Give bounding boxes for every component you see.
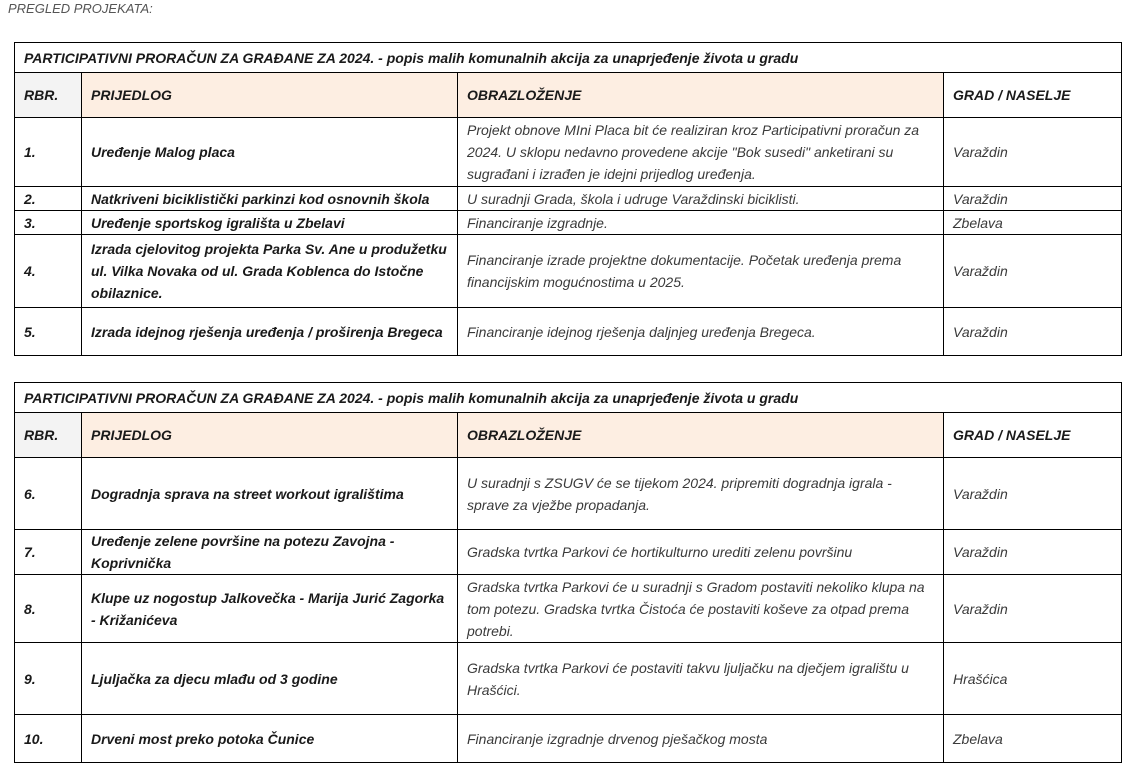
table-row [15, 530, 1122, 575]
cell-grad: Varaždin [944, 187, 1122, 211]
table-title: PARTICIPATIVNI PRORAČUN ZA GRAĐANE ZA 2024. - popis malih komunalnih akcija za unaprjeđenje života u gradu [15, 43, 1122, 73]
cell-prijedlog: Natkriveni biciklistički parkinzi kod osnovnih škola [82, 187, 458, 211]
cell-rbr: 5. [15, 308, 82, 356]
cell-rbr: 7. [15, 530, 82, 575]
cell-obrazlozenje: Financiranje idejnog rješenja daljnjeg uređenja Bregeca. [458, 308, 944, 356]
cell-obrazlozenje: Financiranje izgradnje drvenog pješačkog mosta [458, 715, 944, 763]
cell-obrazlozenje: Financiranje izrade projektne dokumentacije. Početak uređenja prema financijskim mogućnostima u 2025. [458, 235, 944, 308]
cell-grad: Varaždin [944, 118, 1122, 187]
cell-prijedlog: Uređenje zelene površine na potezu Zavojna - Koprivnička [82, 530, 458, 575]
cell-prijedlog: Ljuljačka za djecu mlađu od 3 godine [82, 643, 458, 715]
cell-rbr: 3. [15, 211, 82, 235]
cell-rbr: 4. [15, 235, 82, 308]
column-header-prijedlog: PRIJEDLOG [82, 413, 458, 458]
header-row [15, 73, 1122, 118]
table-row [15, 575, 1122, 643]
table-title: PARTICIPATIVNI PRORAČUN ZA GRAĐANE ZA 2024. - popis malih komunalnih akcija za unaprjeđenje života u gradu [15, 383, 1122, 413]
table-row [15, 308, 1122, 356]
cell-prijedlog: Uređenje Malog placa [82, 118, 458, 187]
cell-rbr: 2. [15, 187, 82, 211]
cell-grad: Varaždin [944, 308, 1122, 356]
column-header-rbr: RBR. [15, 413, 82, 458]
cell-grad: Varaždin [944, 235, 1122, 308]
table-row [15, 235, 1122, 308]
column-header-grad: GRAD / NASELJE [944, 413, 1122, 458]
cell-rbr: 10. [15, 715, 82, 763]
table-row [15, 643, 1122, 715]
column-header-rbr: RBR. [15, 73, 82, 118]
table-row [15, 187, 1122, 211]
column-header-grad: GRAD / NASELJE [944, 73, 1122, 118]
cell-obrazlozenje: U suradnji Grada, škola i udruge Varaždinski biciklisti. [458, 187, 944, 211]
cell-prijedlog: Dogradnja sprava na street workout igralištima [82, 458, 458, 530]
table-row [15, 118, 1122, 187]
cell-grad: Varaždin [944, 530, 1122, 575]
cell-prijedlog: Uređenje sportskog igrališta u Zbelavi [82, 211, 458, 235]
cell-prijedlog: Izrada cjelovitog projekta Parka Sv. Ane u produžetku ul. Vilka Novaka od ul. Grada Koblenca do Istočne obilaznice. [82, 235, 458, 308]
header-row [15, 413, 1122, 458]
project-table-2 [14, 382, 1122, 763]
table-row [15, 458, 1122, 530]
column-header-prijedlog: PRIJEDLOG [82, 73, 458, 118]
cell-prijedlog: Izrada idejnog rješenja uređenja / proširenja Bregeca [82, 308, 458, 356]
cell-grad: Zbelava [944, 715, 1122, 763]
cell-prijedlog: Drveni most preko potoka Čunice [82, 715, 458, 763]
cell-grad: Hrašćica [944, 643, 1122, 715]
cell-obrazlozenje: U suradnji s ZSUGV će se tijekom 2024. pripremiti dogradnja igrala - sprave za vježbe propadanja. [458, 458, 944, 530]
column-header-obrazlozenje: OBRAZLOŽENJE [458, 73, 944, 118]
page-heading: PREGLED PROJEKATA: [8, 1, 153, 16]
table-row [15, 211, 1122, 235]
table-row [15, 715, 1122, 763]
cell-rbr: 9. [15, 643, 82, 715]
cell-rbr: 8. [15, 575, 82, 643]
cell-prijedlog: Klupe uz nogostup Jalkovečka - Marija Jurić Zagorka - Križanićeva [82, 575, 458, 643]
cell-grad: Varaždin [944, 575, 1122, 643]
cell-obrazlozenje: Projekt obnove MIni Placa bit će realiziran kroz Participativni proračun za 2024. U sklopu nedavno provedene akcije "Bok susedi" anketirani su sugrađani i izrađen je idejni prijedlog uređenja. [458, 118, 944, 187]
cell-rbr: 1. [15, 118, 82, 187]
cell-obrazlozenje: Gradska tvrtka Parkovi će hortikulturno urediti zelenu površinu [458, 530, 944, 575]
cell-obrazlozenje: Gradska tvrtka Parkovi će postaviti takvu ljuljačku na dječjem igralištu u Hrašćici. [458, 643, 944, 715]
project-table-1 [14, 42, 1122, 356]
cell-grad: Varaždin [944, 458, 1122, 530]
cell-obrazlozenje: Gradska tvrtka Parkovi će u suradnji s Gradom postaviti nekoliko klupa na tom potezu. Gradska tvrtka Čistoća će postaviti koševe za otpad prema potrebi. [458, 575, 944, 643]
cell-rbr: 6. [15, 458, 82, 530]
column-header-obrazlozenje: OBRAZLOŽENJE [458, 413, 944, 458]
cell-grad: Zbelava [944, 211, 1122, 235]
cell-obrazlozenje: Financiranje izgradnje. [458, 211, 944, 235]
